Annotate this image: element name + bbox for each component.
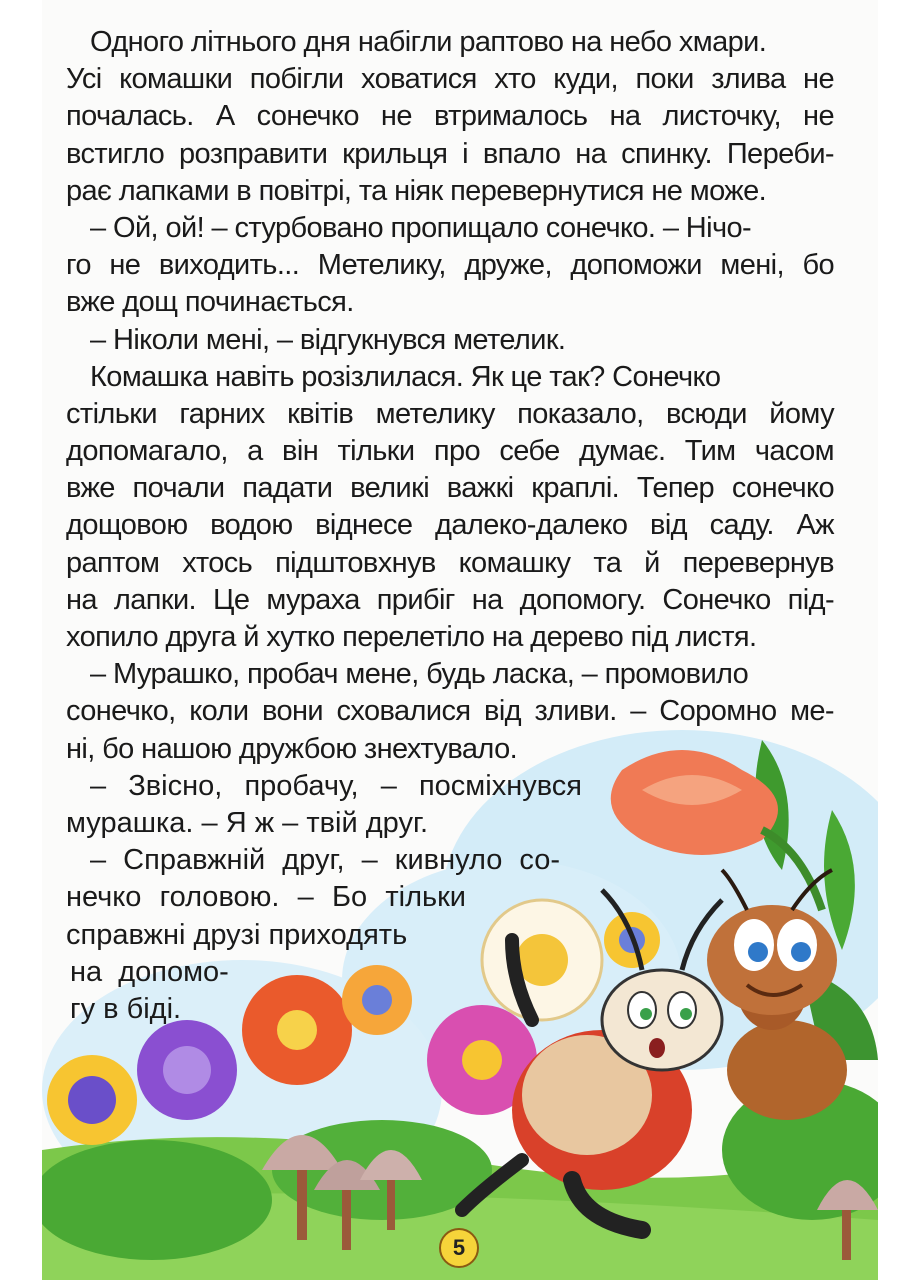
text-line: – Мурашко, пробач мене, будь ласка, – промовило	[90, 658, 749, 691]
story-text	[66, 24, 834, 1028]
text-line: вже дощ починається.	[66, 286, 354, 319]
text-line: вже почали падати великі важкі краплі. Тепер сонечко	[66, 472, 834, 505]
text-line: хопило друга й хутко перелетіло на дерево під листя.	[66, 621, 757, 653]
text-line: на допомо-	[70, 955, 229, 988]
page-margin-right	[878, 0, 920, 1280]
text-line: – Звісно, пробачу, – посміхнувся	[90, 769, 582, 802]
text-line: мурашка. – Я ж – твій друг.	[66, 806, 429, 839]
text-line: го не виходить... Метелику, друже, допоможи мені, бо	[66, 249, 834, 282]
text-line: гу в біді.	[70, 992, 182, 1025]
text-line: – Справжній друг, – кивнуло со-	[90, 844, 560, 877]
page-number-badge: 5	[439, 1228, 479, 1268]
text-line: встигло розправити крильця і впало на спинку. Переби-	[66, 137, 834, 170]
yellow-flower-icon	[47, 1055, 137, 1145]
page-margin-left	[0, 0, 42, 1280]
text-line: – Ой, ой! – стурбовано пропищало сонечко. – Нічо-	[90, 211, 752, 244]
text-line: раптом хтось підштовхнув комашку та й перевернув	[66, 546, 834, 579]
text-line: ні, бо нашою дружбою знехтувало.	[66, 732, 518, 765]
text-line: справжні друзі приходять	[66, 918, 408, 951]
text-line: – Ніколи мені, – відгукнувся метелик.	[90, 323, 566, 356]
text-line: Комашка навіть розізлилася. Як це так? Сонечко	[90, 360, 721, 393]
text-line: допомагало, а він тільки про себе думає. Тим часом	[66, 435, 834, 468]
text-line: сонечко, коли вони сховалися від зливи. – Соромно ме-	[66, 695, 834, 728]
text-line: на лапки. Це мураха прибіг на допомогу. Сонечко під-	[66, 583, 834, 616]
purple-flower-icon	[137, 1020, 237, 1120]
text-line: нечко головою. – Бо тільки	[66, 881, 466, 914]
text-line: Усі комашки побігли ховатися хто куди, поки злива не	[66, 63, 834, 96]
text-line: Одного літнього дня набігли раптово на небо хмари.	[90, 26, 767, 58]
text-line: рає лапками в повітрі, та ніяк перевернутися не може.	[66, 174, 767, 207]
text-line: дощовою водою віднесе далеко-далеко від саду. Аж	[66, 509, 834, 542]
text-line: почалась. А сонечко не втрималось на листочку, не	[66, 100, 834, 133]
text-line: стільки гарних квітів метелику показало, всюди йому	[66, 397, 834, 430]
